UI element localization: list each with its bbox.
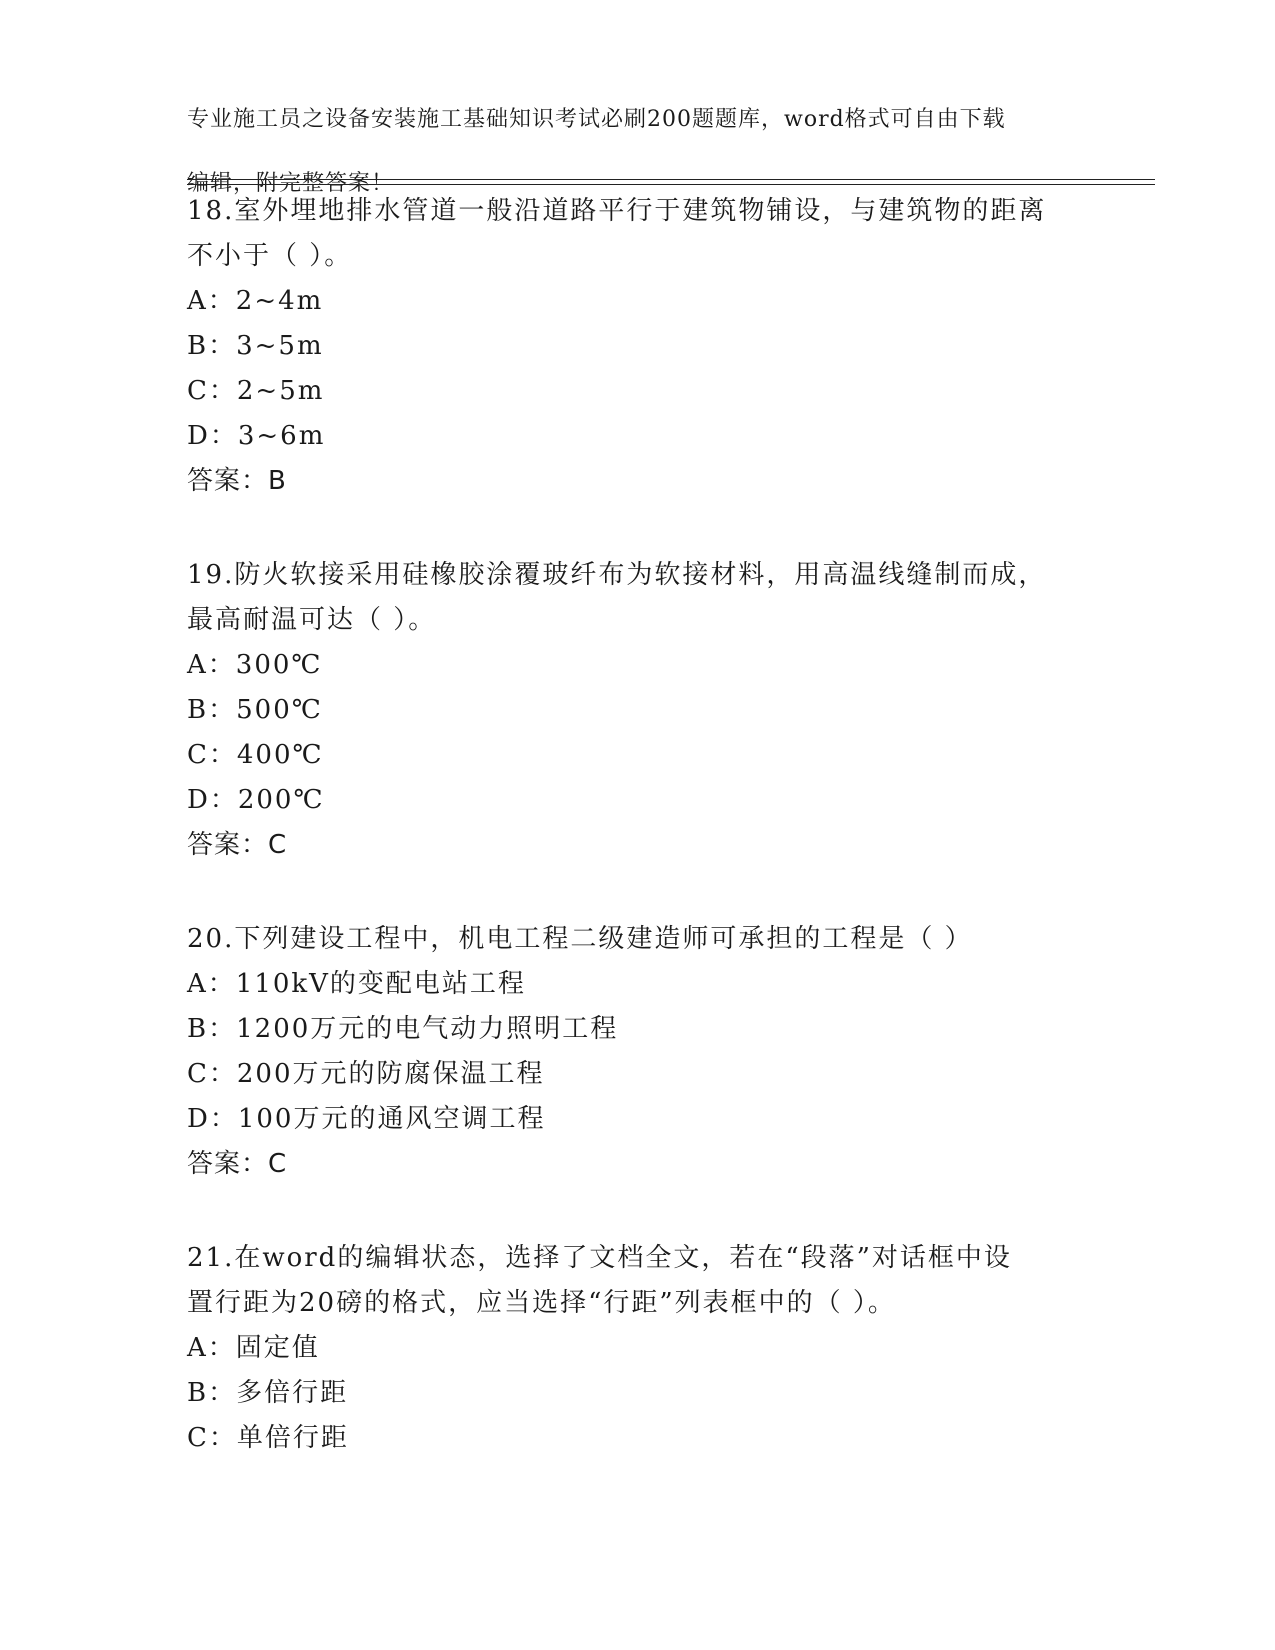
option-b: B：1200万元的电气动力照明工程 (187, 1014, 619, 1044)
question-stem-continued: 最高耐温可达（ ）。 (187, 605, 437, 635)
header-line-2: 编辑，附完整答案！ (187, 171, 395, 196)
question-stem: 19.防火软接采用硅橡胶涂覆玻纤布为软接材料，用高温线缝制而成， (187, 560, 1047, 590)
question-stem: 18.室外埋地排水管道一般沿道路平行于建筑物铺设，与建筑物的距离 (187, 196, 1047, 226)
question-20 (187, 917, 1087, 1187)
option-c: C：200万元的防腐保温工程 (187, 1059, 545, 1089)
option-a: A：300℃ (187, 650, 323, 680)
answer-line: 答案：C (187, 830, 288, 860)
header-divider-thin (187, 184, 1155, 185)
question-stem: 20.下列建设工程中，机电工程二级建造师可承担的工程是（ ） (187, 924, 973, 954)
question-19 (187, 553, 1087, 868)
option-c: C：2~5m (187, 376, 325, 406)
option-a: A：110kV的变配电站工程 (187, 969, 526, 999)
question-18 (187, 189, 1087, 504)
option-b: B：500℃ (187, 695, 323, 725)
option-d: D：3~6m (187, 421, 326, 451)
question-list (187, 189, 1087, 1510)
header-divider-thick (187, 179, 1155, 180)
option-c: C：400℃ (187, 740, 324, 770)
option-d: D：100万元的通风空调工程 (187, 1104, 546, 1134)
question-21 (187, 1236, 1087, 1461)
question-stem-continued: 置行距为20磅的格式，应当选择“行距”列表框中的（ ）。 (187, 1288, 896, 1318)
answer-line: 答案：B (187, 466, 287, 496)
answer-line: 答案：C (187, 1149, 288, 1179)
question-stem: 21.在word的编辑状态，选择了文档全文，若在“段落”对话框中设 (187, 1243, 1012, 1273)
header-line-1: 专业施工员之设备安装施工基础知识考试必刷200题题库，word格式可自由下载 (187, 107, 1006, 132)
option-b: B：多倍行距 (187, 1378, 349, 1408)
option-c: C：单倍行距 (187, 1423, 349, 1453)
option-b: B：3~5m (187, 331, 324, 361)
option-a: A：2~4m (187, 286, 324, 316)
option-a: A：固定值 (187, 1333, 320, 1363)
option-d: D：200℃ (187, 785, 325, 815)
question-stem-continued: 不小于（ ）。 (187, 241, 353, 271)
